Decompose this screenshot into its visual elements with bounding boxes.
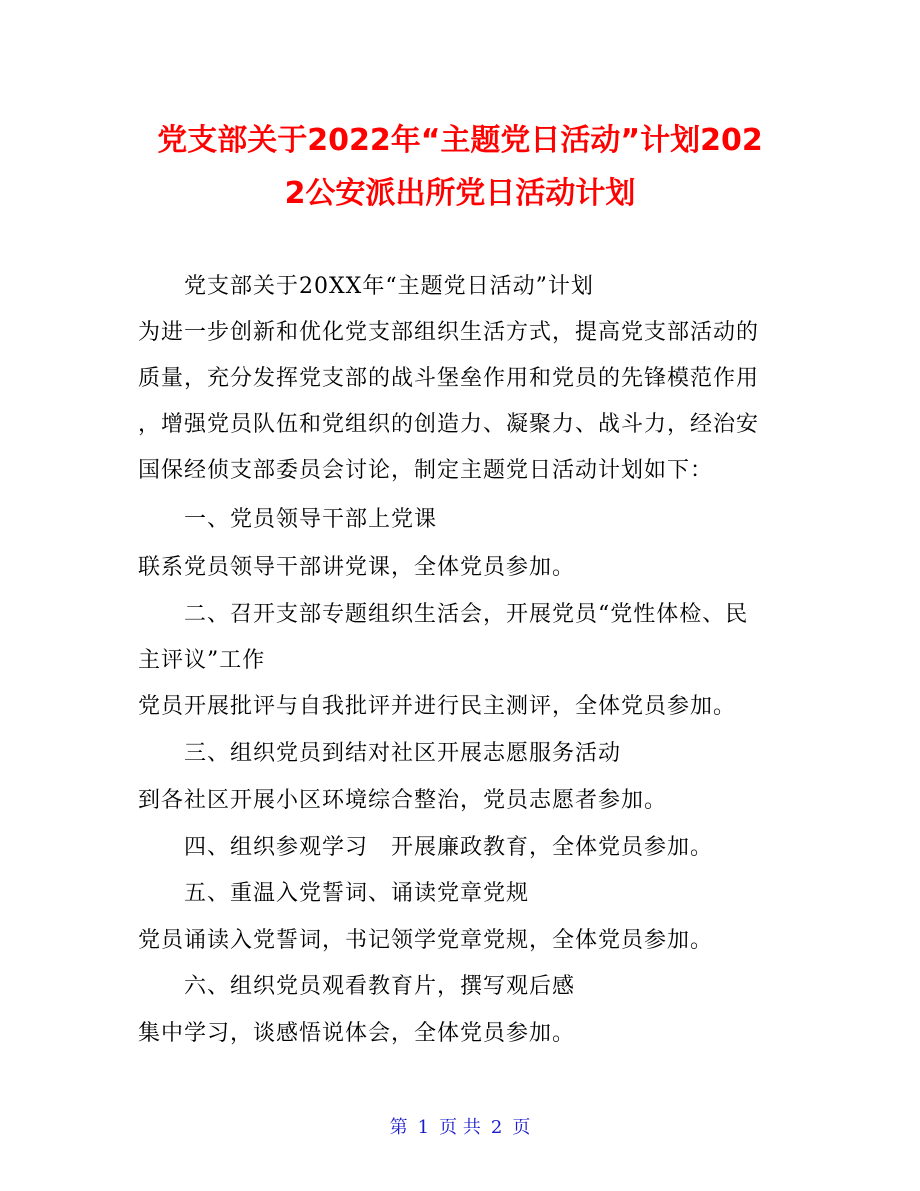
footer-suffix: 页 <box>512 1117 531 1138</box>
footer-mid: 页 共 <box>439 1117 481 1138</box>
section-heading-1: 一、党员领导干部上党课 <box>184 507 438 532</box>
body-line: 联系党员领导干部讲党课，全体党员参加。 <box>138 555 576 580</box>
body-line: 质量，充分发挥党支部的战斗堡垒作用和党员的先锋模范作用 <box>138 366 760 391</box>
page-number: 1 <box>417 1117 430 1138</box>
section-heading-6: 六、组织党员观看教育片，撰写观后感 <box>184 974 576 999</box>
section-heading-4: 四、组织参观学习 开展廉政教育，全体党员参加。 <box>184 835 714 860</box>
document-title-line-1: 党支部关于2022年“主题党日活动”计划202 <box>157 123 763 158</box>
section-heading-5: 五、重温入党誓词、诵读党章党规 <box>184 881 530 906</box>
section-heading-2: 二、召开支部专题组织生活会，开展党员“党性体检、民 <box>184 602 749 627</box>
body-line: ，增强党员队伍和党组织的创造力、凝聚力、战斗力，经治安 <box>138 412 760 437</box>
total-pages: 2 <box>490 1117 503 1138</box>
body-line: 主评议”工作 <box>138 648 266 673</box>
body-line: 为进一步创新和优化党支部组织生活方式，提高党支部活动的 <box>138 320 760 345</box>
body-line: 党员开展批评与自我批评并进行民主测评，全体党员参加。 <box>138 694 737 719</box>
heading-line: 党支部关于20XX年“主题党日活动”计划 <box>184 274 594 299</box>
body-line: 集中学习，谈感悟说体会，全体党员参加。 <box>138 1021 576 1046</box>
body-line: 党员诵读入党誓词，书记领学党章党规，全体党员参加。 <box>138 928 714 953</box>
document-title-line-2: 2公安派出所党日活动计划 <box>284 176 636 211</box>
section-heading-3: 三、组织党员到结对社区开展志愿服务活动 <box>184 741 622 766</box>
page-footer <box>0 1113 920 1139</box>
body-line: 到各社区开展小区环境综合整治，党员志愿者参加。 <box>138 788 668 813</box>
body-line: 国保经侦支部委员会讨论，制定主题党日活动计划如下： <box>138 458 714 483</box>
footer-prefix: 第 <box>389 1117 408 1138</box>
